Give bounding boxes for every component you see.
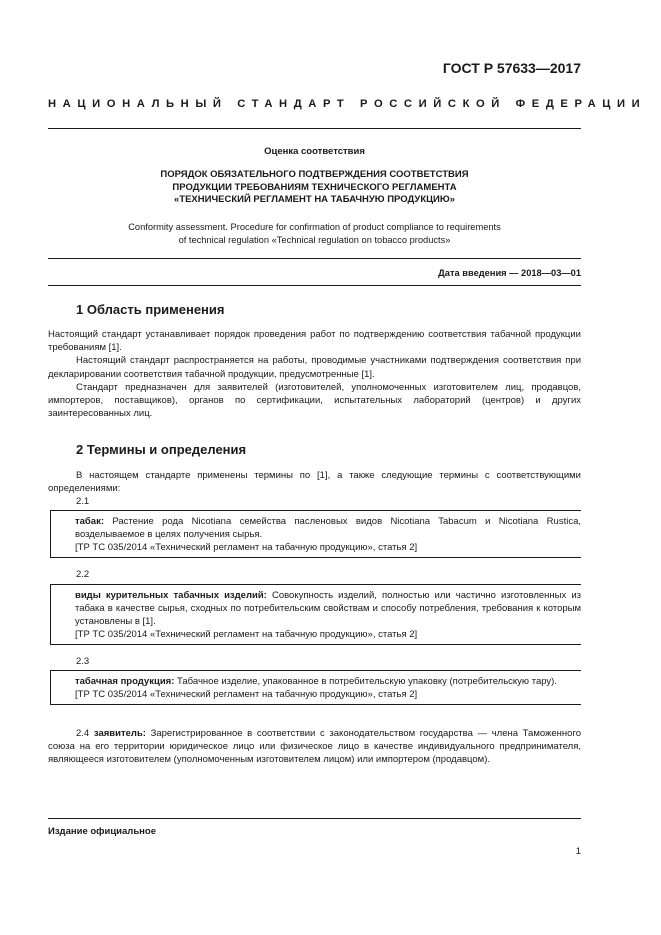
paragraph [48, 381, 581, 421]
section-2-intro: В настоящем стандарте применены термины по [1], а также следующие термины с соответствующими определениями: [48, 470, 581, 495]
term-name: табачная продукция: [75, 676, 175, 687]
term-source: [ТР ТС 035/2014 «Технический регламент на табачную продукцию», статья 2] [75, 689, 418, 700]
national-standard-title: НАЦИОНАЛЬНЫЙ СТАНДАРТ РОССИЙСКОЙ ФЕДЕРАЦИИ [48, 98, 647, 110]
term-definition [75, 515, 581, 541]
title-line: ПРОДУКЦИИ ТРЕБОВАНИЯМ ТЕХНИЧЕСКОГО РЕГЛАМЕНТА [172, 181, 457, 193]
term-name: заявитель: [93, 728, 146, 739]
section-1-heading: 1 Область применения [76, 302, 225, 317]
term-definition [75, 589, 581, 628]
term-text: Зарегистрированное в соответствии с законодательством государства — члена Таможенного союза на его территории юридическое лицо или физическое лицо в качестве индивидуального предпринимателя, являющееся изготовителем (уполномоченным изготовителем лицом) или импортером (продавцом). [48, 728, 581, 766]
paragraph [48, 354, 581, 380]
document-title [48, 169, 581, 207]
header-rule [48, 128, 581, 129]
term-number: 2.2 [76, 569, 90, 580]
english-title [48, 221, 581, 246]
term-2-4 [48, 727, 581, 767]
term-text: Совокупность изделий, полностью или частично изготовленных из табака в качестве сырья, сходных по потребительским свойствам и способу потребления, требования к которым установлены в [1]. [75, 590, 582, 627]
page-number: 1 [575, 846, 581, 857]
document-subtitle: Оценка соответствия [264, 146, 365, 157]
paragraph-text: Настоящий стандарт устанавливает порядок проведения работ по подтверждению соответствия табачной продукции требованиям [1]. [48, 329, 581, 354]
term-box-2-2 [50, 584, 581, 645]
term-box-2-1 [50, 510, 581, 558]
term-name: виды курительных табачных изделий: [75, 590, 267, 601]
section-2-heading: 2 Термины и определения [76, 442, 247, 457]
term-box-2-3 [50, 670, 581, 705]
term-name: табак: [75, 516, 105, 527]
term-number: 2.4 [76, 728, 90, 739]
paragraph-text: Стандарт предназначен для заявителей (изготовителей, уполномоченных изготовителем лиц, продавцов, импортеров, поставщиков), органов по сертификации, испытательных лабораторий (центров) и других заинтересованных лиц. [48, 381, 581, 420]
term-source: [ТР ТС 035/2014 «Технический регламент на табачную продукцию», статья 2] [75, 542, 418, 553]
term-definition [75, 675, 581, 688]
section-1-body [48, 328, 581, 420]
standard-number: ГОСТ Р 57633—2017 [442, 60, 581, 76]
title-rule [48, 258, 581, 259]
term-text: Табачное изделие, упакованное в потребительскую упаковку (потребительскую тару). [177, 676, 557, 687]
edition-label: Издание официальное [48, 826, 156, 837]
english-title-line: Conformity assessment. Procedure for confirmation of product compliance to requirements [128, 222, 501, 232]
title-line: ПОРЯДОК ОБЯЗАТЕЛЬНОГО ПОДТВЕРЖДЕНИЯ СООТВЕТСТВИЯ [160, 169, 469, 180]
title-line: «ТЕХНИЧЕСКИЙ РЕГЛАМЕНТ НА ТАБАЧНУЮ ПРОДУКЦИЮ» [174, 194, 455, 205]
paragraph-text: Настоящий стандарт распространяется на работы, проводимые участниками подтверждения соответствия при декларировании соответствия табачной продукции, предусмотренные [1]. [48, 355, 581, 380]
term-number: 2.1 [76, 496, 90, 507]
english-title-line: of technical regulation «Technical regulation on tobacco products» [178, 234, 451, 245]
date-rule [48, 285, 581, 286]
paragraph [48, 328, 581, 354]
intro-date: Дата введения — 2018—03—01 [438, 268, 581, 278]
footer-rule [48, 818, 581, 819]
term-number: 2.3 [76, 656, 90, 667]
term-text: Растение рода Nicotiana семейства пасленовых видов Nicotiana Tabacum и Nicotiana Rustica, возделываемое в целях получения сырья. [75, 516, 581, 540]
term-source: [ТР ТС 035/2014 «Технический регламент на табачную продукцию», статья 2] [75, 629, 418, 640]
